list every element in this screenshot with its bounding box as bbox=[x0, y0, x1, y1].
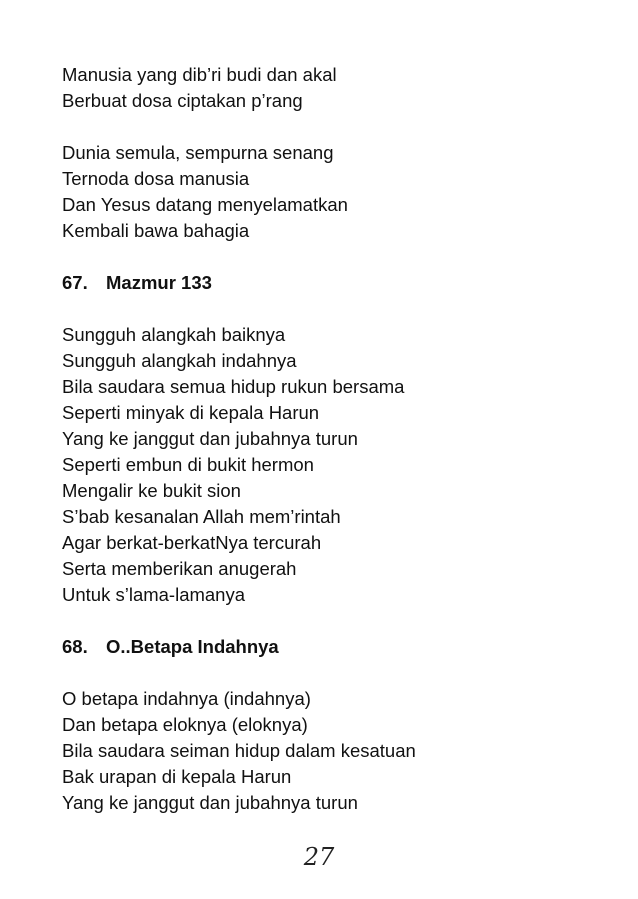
page-number: 27 bbox=[303, 843, 335, 871]
lyric-line: Manusia yang dib’ri budi dan akal bbox=[62, 64, 337, 85]
lyric-line: Sungguh alangkah indahnya bbox=[62, 350, 297, 371]
song-title: O..Betapa Indahnya bbox=[106, 636, 279, 657]
lyric-line: Bila saudara seiman hidup dalam kesatuan bbox=[62, 740, 416, 761]
lyric-line: Berbuat dosa ciptakan p’rang bbox=[62, 90, 303, 111]
lyric-line: Dunia semula, sempurna senang bbox=[62, 142, 334, 163]
lyric-line: Agar berkat-berkatNya tercurah bbox=[62, 532, 322, 553]
song-heading-67 bbox=[62, 270, 582, 296]
lyric-line: Yang ke janggut dan jubahnya turun bbox=[62, 428, 358, 449]
lyric-line: Mengalir ke bukit sion bbox=[62, 480, 241, 501]
lyric-line: Serta memberikan anugerah bbox=[62, 558, 297, 579]
stanza-gap bbox=[62, 114, 582, 140]
stanza-gap bbox=[62, 608, 582, 634]
lyric-line: S’bab kesanalan Allah mem’rintah bbox=[62, 506, 341, 527]
lyric-line: Bila saudara semua hidup rukun bersama bbox=[62, 376, 405, 397]
lyric-line: O betapa indahnya (indahnya) bbox=[62, 688, 311, 709]
lyric-line: Seperti minyak di kepala Harun bbox=[62, 402, 320, 423]
lyric-line: Untuk s’lama-lamanya bbox=[62, 584, 246, 605]
lyric-line: Dan betapa eloknya (eloknya) bbox=[62, 714, 308, 735]
stanza-gap bbox=[62, 296, 582, 322]
page-content bbox=[62, 62, 582, 816]
song-heading-68 bbox=[62, 634, 582, 660]
song-number: 67. bbox=[62, 272, 88, 293]
lyric-line: Ternoda dosa manusia bbox=[62, 168, 250, 189]
song-number: 68. bbox=[62, 636, 88, 657]
lyric-line: Yang ke janggut dan jubahnya turun bbox=[62, 792, 358, 813]
song-title: Mazmur 133 bbox=[106, 272, 212, 293]
lyric-line: Seperti embun di bukit hermon bbox=[62, 454, 314, 475]
lyric-line: Bak urapan di kepala Harun bbox=[62, 766, 292, 787]
lyric-line: Dan Yesus datang menyelamatkan bbox=[62, 194, 348, 215]
lyric-line: Kembali bawa bahagia bbox=[62, 220, 250, 241]
lyric-line: Sungguh alangkah baiknya bbox=[62, 324, 286, 345]
stanza-gap bbox=[62, 660, 582, 686]
stanza-gap bbox=[62, 244, 582, 270]
